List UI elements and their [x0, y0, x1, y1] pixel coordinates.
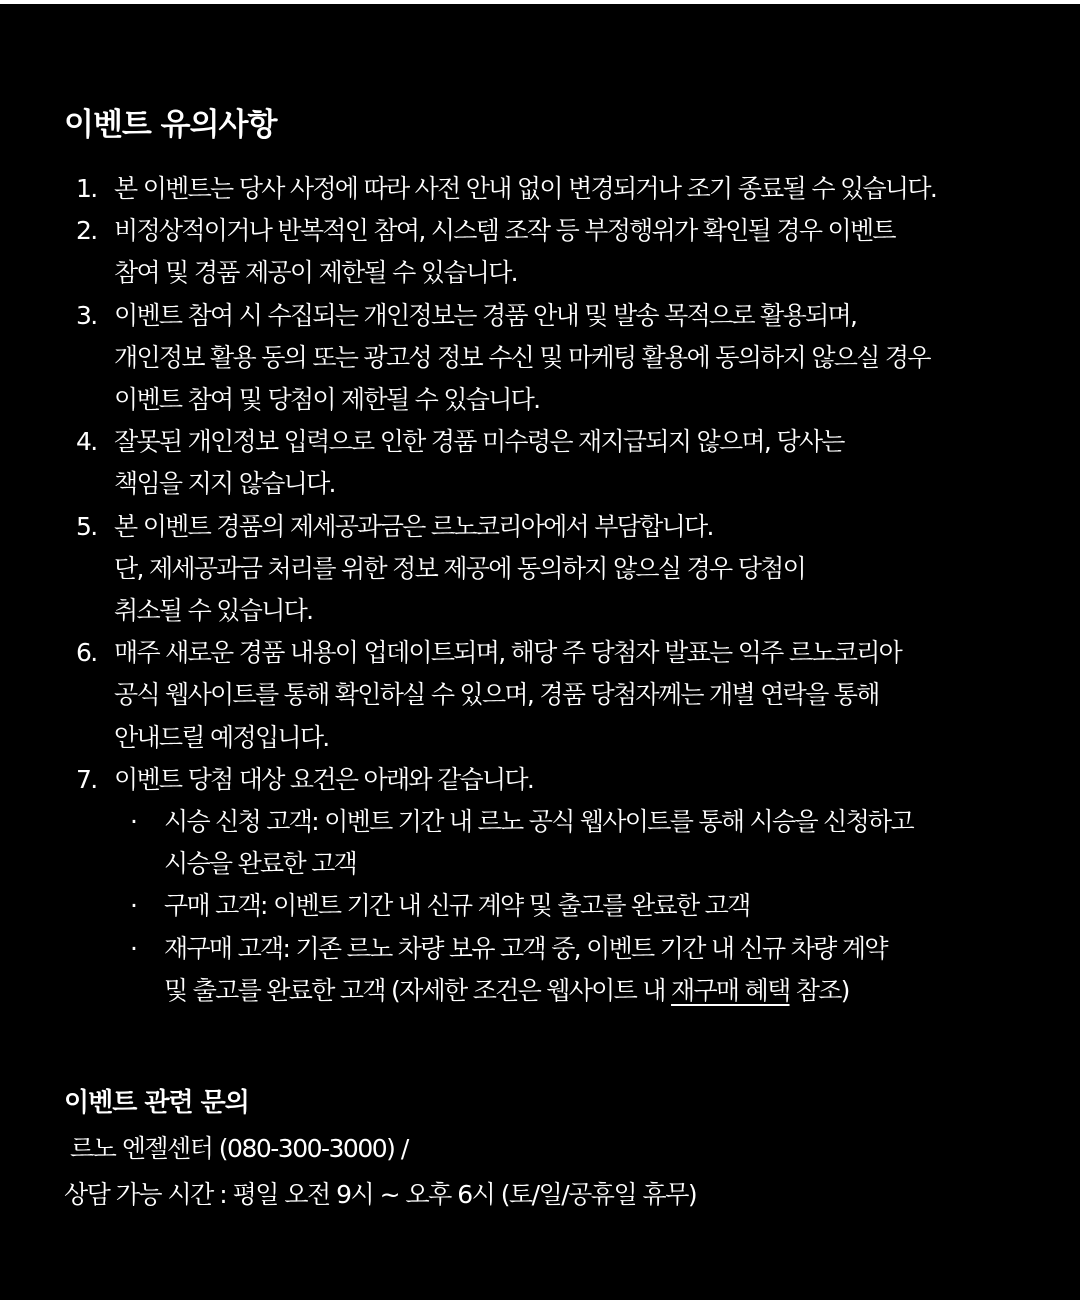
sub-item-line: 재구매 고객: 기존 르노 차량 보유 고객 중, 이벤트 기간 내 신규 차량 계약 — [164, 933, 887, 963]
item-text — [114, 210, 1024, 294]
item-line: 잘못된 개인정보 입력으로 인한 경품 미수령은 재지급되지 않으며, 당사는 — [114, 427, 844, 457]
item-line: 단, 제세공과금 처리를 위한 정보 제공에 동의하지 않으실 경우 당첨이 — [114, 553, 806, 583]
item-number: 7. — [76, 764, 97, 794]
item-text — [114, 506, 1024, 633]
notice-list — [64, 168, 1024, 1012]
notice-item-6 — [64, 632, 1024, 759]
contact-hours: 상담 가능 시간 : 평일 오전 9시 ~ 오후 6시 (토/일/공휴일 휴무) — [64, 1180, 697, 1210]
sub-item-line: 구매 고객: 이벤트 기간 내 신규 계약 및 출고를 완료한 고객 — [164, 891, 750, 921]
repurchase-benefit-link[interactable]: 재구매 혜택 — [671, 975, 790, 1005]
sub-item-line: 시승을 완료한 고객 — [164, 849, 357, 879]
contact-info — [64, 1126, 1080, 1218]
contact-title: 이벤트 관련 문의 — [64, 1088, 249, 1119]
item-number: 4. — [76, 427, 97, 457]
notice-title: 이벤트 유의사항 — [64, 107, 277, 143]
eligibility-test-drive — [114, 801, 1024, 885]
item-line: 이벤트 참여 및 당첨이 제한될 수 있습니다. — [114, 385, 540, 415]
sub-item-line — [164, 970, 1024, 1012]
notice-item-3 — [64, 295, 1024, 422]
sub-item-line: 시승 신청 고객: 이벤트 기간 내 르노 공식 웹사이트를 통해 시승을 신청하고 — [164, 807, 913, 837]
line-prefix: 및 출고를 완료한 고객 (자세한 조건은 웹사이트 내 — [164, 975, 672, 1005]
item-number: 3. — [76, 300, 97, 330]
item-line: 본 이벤트 경품의 제세공과금은 르노코리아에서 부담합니다. — [114, 511, 713, 541]
sub-item-text — [164, 885, 1024, 927]
item-line: 참여 및 경품 제공이 제한될 수 있습니다. — [114, 258, 517, 288]
bullet-dot: · — [130, 807, 137, 837]
line-suffix: 참조) — [789, 975, 849, 1005]
bullet-dot: · — [130, 933, 137, 963]
item-line: 개인정보 활용 동의 또는 광고성 정보 수신 및 마케팅 활용에 동의하지 않으실 경우 — [114, 342, 930, 372]
item-line: 비정상적이거나 반복적인 참여, 시스템 조작 등 부정행위가 확인될 경우 이벤트 — [114, 216, 895, 246]
item-line: 본 이벤트는 당사 사정에 따라 사전 안내 없이 변경되거나 조기 종료될 수 있습니다. — [114, 174, 937, 203]
item-text — [114, 759, 1024, 1012]
top-divider — [0, 0, 1080, 4]
notice-item-5 — [64, 506, 1024, 633]
sub-item-text — [164, 928, 1024, 1012]
item-line: 취소될 수 있습니다. — [114, 596, 313, 626]
item-line: 매주 새로운 경품 내용이 업데이트되며, 해당 주 당첨자 발표는 익주 르노코리아 — [114, 638, 902, 668]
item-number: 1. — [76, 174, 97, 203]
sub-item-text — [164, 801, 1024, 885]
notice-item-1 — [64, 168, 1024, 210]
eligibility-purchase — [114, 885, 1024, 927]
item-text — [114, 168, 1024, 210]
contact-center: 르노 엔젤센터 (080-300-3000) / — [70, 1134, 408, 1164]
bullet-dot: · — [130, 891, 137, 921]
item-line: 이벤트 당첨 대상 요건은 아래와 같습니다. — [114, 764, 534, 794]
item-text — [114, 632, 1024, 759]
item-number: 5. — [76, 511, 97, 541]
eligibility-list — [114, 801, 1024, 1012]
item-number: 2. — [76, 216, 97, 246]
item-line: 이벤트 참여 시 수집되는 개인정보는 경품 안내 및 발송 목적으로 활용되며, — [114, 300, 857, 330]
item-line: 책임을 지지 않습니다. — [114, 469, 335, 499]
item-number: 6. — [76, 638, 97, 668]
item-line: 공식 웹사이트를 통해 확인하실 수 있으며, 경품 당첨자께는 개별 연락을 통해 — [114, 680, 879, 710]
item-text — [114, 295, 1024, 422]
item-line: 안내드릴 예정입니다. — [114, 722, 329, 752]
item-text — [114, 421, 1024, 505]
notice-item-2 — [64, 210, 1024, 294]
eligibility-repurchase — [114, 928, 1024, 1012]
notice-item-4 — [64, 421, 1024, 505]
notice-item-7 — [64, 759, 1024, 1012]
